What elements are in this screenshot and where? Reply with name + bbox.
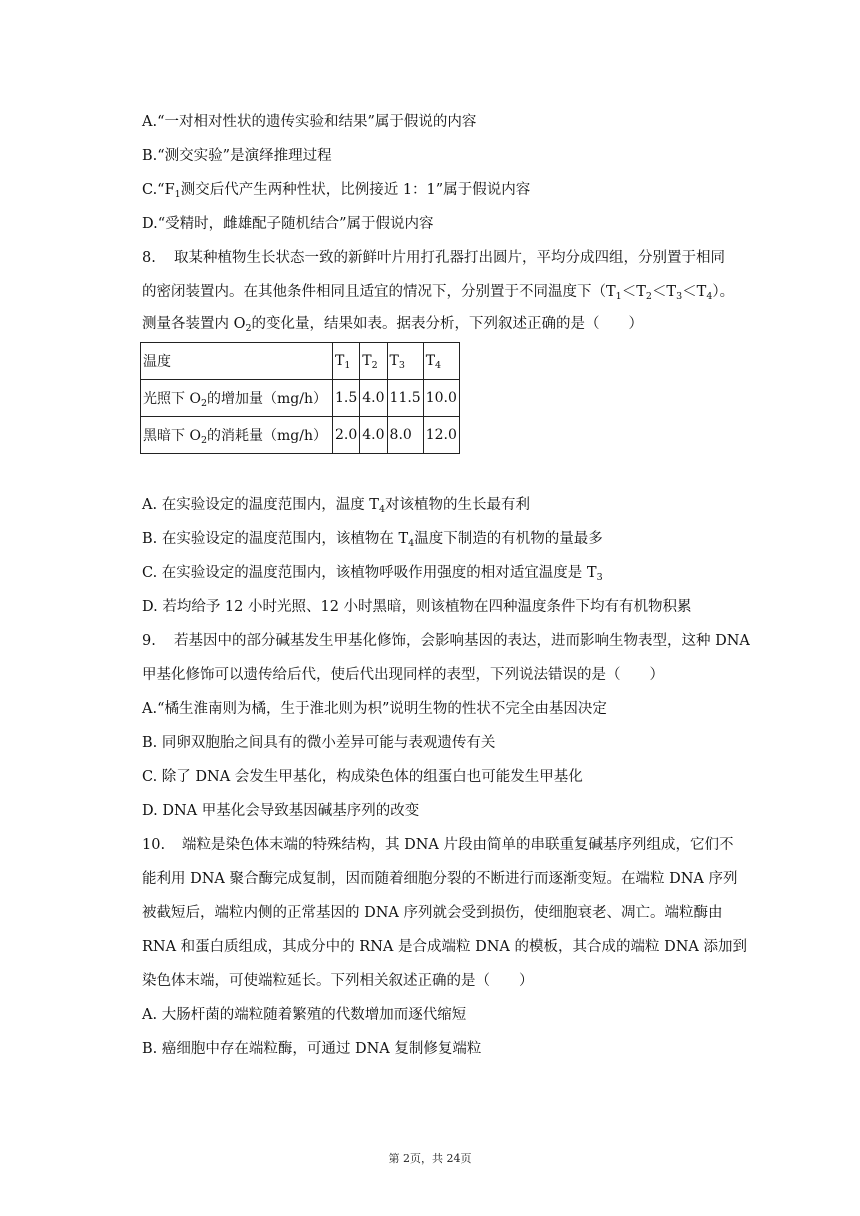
q10-stem-line3: 被截短后，端粒内侧的正常基因的 DNA 序列就会受到损伤，使细胞衰老、凋亡。端粒酶由 [142, 905, 723, 921]
table-cell: 8.0 [387, 417, 423, 454]
q10-stem-line2: 能利用 DNA 聚合酶完成复制，因而随着细胞分裂的不断进行而逐渐变短。在端粒 DNA 序列 [142, 871, 738, 887]
q10-stem-line4: RNA 和蛋白质组成，其成分中的 RNA 是合成端粒 DNA 的模板，其合成的端粒 DNA 添加到 [142, 939, 747, 955]
q8-option-d: D. 若均给予 12 小时光照、12 小时黑暗，则该植物在四种温度条件下均有有机物积累 [142, 599, 692, 615]
q10-option-b: B. 癌细胞中存在端粒酶，可通过 DNA 复制修复端粒 [142, 1041, 482, 1057]
q8-number: 8. [142, 250, 156, 266]
q7-option-b: B.“测交实验”是演绎推理过程 [142, 148, 332, 164]
table-header-t4: $T_4$ [423, 343, 459, 380]
table-header-row [141, 343, 460, 380]
table-header-t2: $T_2$ [360, 343, 387, 380]
q7-option-c: $C.“F_1$测交后代产生两种性状，比例接近 1：1”属于假说内容 [142, 182, 531, 200]
q9-option-a: A.“橘生淮南则为橘，生于淮北则为枳”说明生物的性状不完全由基因决定 [142, 701, 607, 717]
q8-option-b: B. 在实验设定的温度范围内，该植物在 $T_4$温度下制造的有机物的量最多 [142, 531, 603, 549]
table-cell: 2.0 [333, 417, 360, 454]
table-cell: 4.0 [360, 380, 387, 417]
q9-option-c: C. 除了 DNA 会发生甲基化，构成染色体的组蛋白也可能发生甲基化 [142, 769, 583, 785]
table-cell: 1.5 [333, 380, 360, 417]
q8-data-table [140, 342, 460, 454]
q9-stem-line1: 9. 若基因中的部分碱基发生甲基化修饰，会影响基因的表达，进而影响生物表型，这种 DNA [142, 633, 750, 649]
q8-stem-line3: 测量各装置内 $O_2$的变化量，结果如表。据表分析，下列叙述正确的是（ ） [142, 316, 644, 334]
q10-number: 10. [142, 837, 166, 853]
q9-number: 9. [142, 633, 156, 649]
q10-stem-line5: 染色体末端，可使端粒延长。下列相关叙述正确的是（ ） [142, 973, 534, 989]
table-cell: 10.0 [423, 380, 459, 417]
q8-stem-line2: 的密闭装置内。在其他条件相同且适宜的情况下，分别置于不同温度下$(T_1<T_2<T_3<T_4)$。 [142, 284, 735, 302]
table-cell: 11.5 [387, 380, 423, 417]
table-header-label: 温度 [141, 343, 333, 380]
table-header-t1: $T_1$ [333, 343, 360, 380]
q9-stem-line2: 甲基化修饰可以遗传给后代，使后代出现同样的表型，下列说法错误的是（ ） [142, 667, 664, 683]
q9-option-d: D. DNA 甲基化会导致基因碱基序列的改变 [142, 803, 420, 819]
table-cell: 12.0 [423, 417, 459, 454]
q7-option-a: A.“一对相对性状的遗传实验和结果”属于假说的内容 [142, 114, 477, 130]
table-header-t3: $T_3$ [387, 343, 423, 380]
page-footer: 第 2页，共 24页 [388, 1152, 472, 1165]
table-row [141, 380, 460, 417]
q8-option-a: A. 在实验设定的温度范围内，温度 $T_4$对该植物的生长最有利 [142, 497, 531, 515]
q7-option-d: D.“受精时，雌雄配子随机结合”属于假说内容 [142, 216, 434, 232]
q10-stem-line1: 10. 端粒是染色体末端的特殊结构，其 DNA 片段由简单的串联重复碱基序列组成，它们不 [142, 837, 734, 853]
table-row-label: 黑暗下 $O_2$的消耗量（mg/h） [141, 417, 333, 454]
q8-option-c: C. 在实验设定的温度范围内，该植物呼吸作用强度的相对适宜温度是 $T_3$ [142, 565, 603, 583]
table-row-label: 光照下 $O_2$的增加量（mg/h） [141, 380, 333, 417]
q10-option-a: A. 大肠杆菌的端粒随着繁殖的代数增加而逐代缩短 [142, 1007, 467, 1023]
q8-stem-line1: 8. 取某种植物生长状态一致的新鲜叶片用打孔器打出圆片，平均分成四组，分别置于相同 [142, 250, 725, 266]
table-cell: 4.0 [360, 417, 387, 454]
q9-option-b: B. 同卵双胞胎之间具有的微小差异可能与表观遗传有关 [142, 735, 496, 751]
table-row [141, 417, 460, 454]
